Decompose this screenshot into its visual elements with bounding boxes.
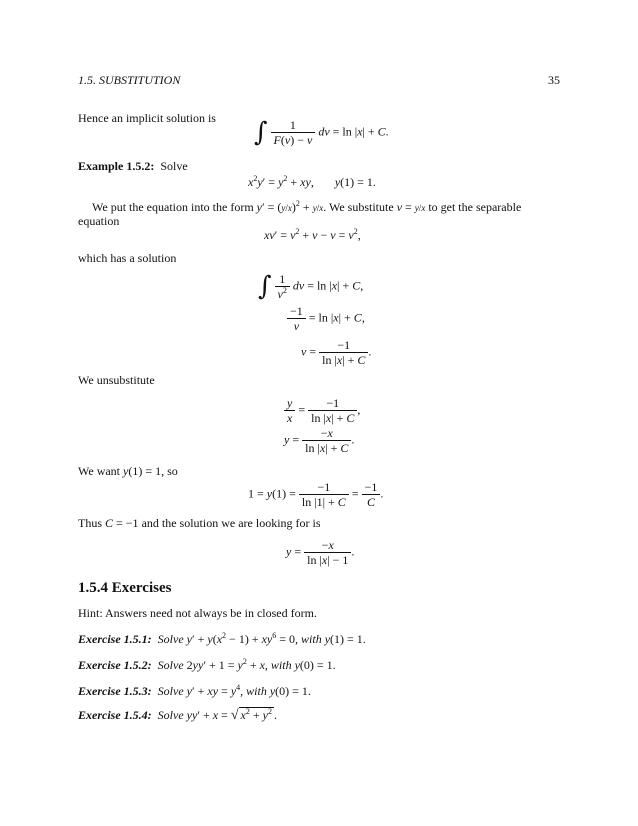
equation-initial-condition: 1 = y(1) = $\frac{-1}{\ln |1| + C}$ = $\frac{-1}{C}$ . — [248, 480, 384, 509]
equation-unsub-2: y = $\frac{-x}{\ln |x| + C}$ . — [284, 426, 355, 455]
example-solve-word: Solve — [160, 159, 188, 173]
equation-solution-1: ∫ $\frac{1}{v^2}$ dv = ln |x| + C, — [258, 271, 364, 302]
equation-separable: $xv' = v^2 + v - v = v^2$, — [264, 227, 361, 242]
example-heading — [78, 159, 188, 173]
para-text-3: to get the separable — [428, 200, 522, 214]
exercise-1-5-2: Exercise 1.5.2: Solve $2yy' + 1 = y^2 + x$, with y(0) = 1. — [78, 657, 336, 672]
has-solution-text: which has a solution — [78, 251, 177, 265]
exercises-section-title: 1.5.4 Exercises — [78, 580, 172, 596]
sqrt-expression: √ $x^2 + y^2$ — [230, 707, 272, 723]
para-text-4: equation — [78, 214, 120, 228]
want-word: We want — [78, 464, 121, 478]
equation-example-ode: $x^2y' = y^2$ + xy, y(1) = 1. — [248, 174, 376, 189]
exercise-label: Exercise 1.5.4: — [78, 708, 152, 722]
running-header-section: 1.5. SUBSTITUTION — [78, 73, 181, 87]
exercise-label: Exercise 1.5.1: — [78, 632, 152, 646]
equation-unsub-1: $\frac{y}{x}$ = $\frac{-1}{\ln |x| + C}$ , — [284, 396, 360, 425]
para-text-1: We put the equation into the form — [92, 200, 254, 214]
para-text-2: . We substitute — [323, 200, 394, 214]
exercise-1-5-1: Exercise 1.5.1: Solve $y' + y(x^2 - 1) + xy^6 = 0$, with y(1) = 1. — [78, 631, 366, 646]
exercises-hint: Hint: Answers need not always be in closed form. — [78, 606, 317, 620]
page-number: 35 — [548, 73, 560, 87]
equation-implicit-integral: ∫ $\frac{1}{F(v) - v}$ dv = ln |x| + C. — [254, 117, 389, 148]
thus-rest: and the solution we are looking for is — [141, 516, 321, 530]
equation-solution-2: $\frac{-1}{v}$ = ln |x| + C, — [287, 304, 365, 333]
thus-word: Thus — [78, 516, 102, 530]
want-condition-text: We want y(1) = 1, so — [78, 464, 178, 478]
want-so: , so — [161, 464, 178, 478]
exercise-1-5-4: Exercise 1.5.4: Solve yy′ + x = √ $x^2 + y^2$ . — [78, 707, 277, 723]
implicit-solution-intro: Hence an implicit solution is — [78, 111, 216, 125]
exercise-label: Exercise 1.5.2: — [78, 658, 152, 672]
exercise-1-5-3: Exercise 1.5.3: Solve y′ + xy = $y^4$, with y(0) = 1. — [78, 683, 311, 698]
example-label: Example 1.5.2: — [78, 159, 155, 173]
equation-solution-3: v = $\frac{-1}{\ln |x| + C}$ . — [301, 338, 372, 367]
exercise-label: Exercise 1.5.3: — [78, 684, 152, 698]
equation-final-solution: y = $\frac{-x}{\ln |x| - 1}$ . — [286, 538, 355, 567]
unsubstitute-text: We unsubstitute — [78, 373, 155, 387]
thus-text: Thus C = −1 and the solution we are looking for is — [78, 516, 321, 530]
paragraph-substitution: We put the equation into the form $y' = (y/x)^2 + y/x$. We substitute v = y/x to get the separable — [92, 199, 522, 214]
